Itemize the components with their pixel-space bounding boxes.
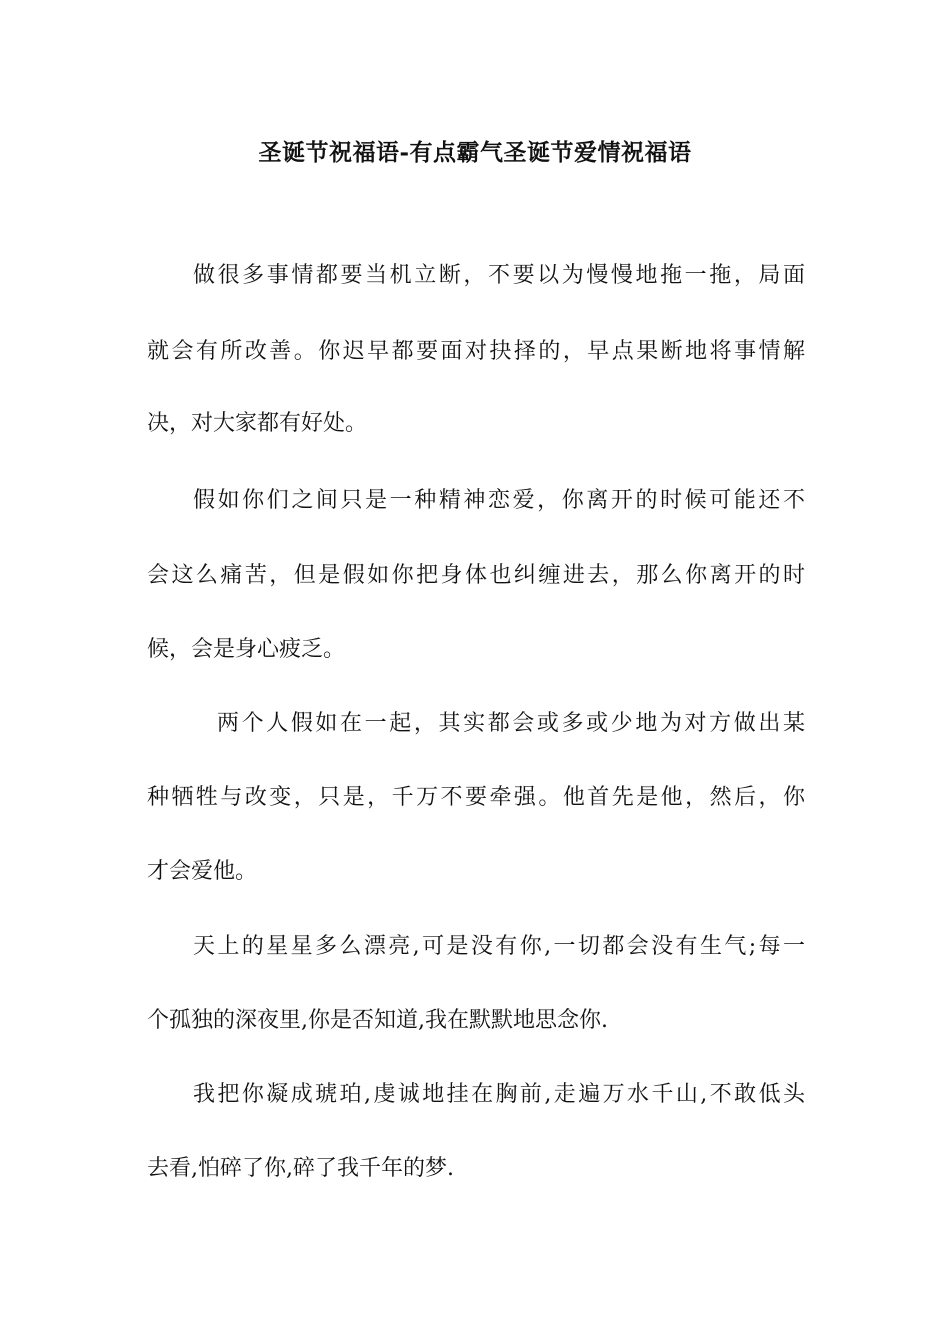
document-title: 圣诞节祝福语-有点霸气圣诞节爱情祝福语 — [258, 139, 692, 166]
paragraph-2-line-3: 候，会是身心疲乏。 — [147, 637, 346, 662]
paragraph-5-line-2: 去看,怕碎了你,碎了我千年的梦. — [147, 1156, 454, 1181]
paragraph-4-line-1: 天上的星星多么漂亮,可是没有你,一切都会没有生气;每一 — [193, 934, 805, 959]
paragraph-2-line-1: 假如你们之间只是一种精神恋爱，你离开的时候可能还不 — [193, 488, 805, 513]
paragraph-2-line-2: 会这么痛苦，但是假如你把身体也纠缠进去，那么你离开的时 — [147, 563, 805, 588]
paragraph-3-line-3: 才会爱他。 — [147, 859, 258, 884]
paragraph-3-line-2: 种牺牲与改变，只是，千万不要牵强。他首先是他，然后，你 — [147, 785, 805, 810]
paragraph-3-line-1: 两个人假如在一起，其实都会或多或少地为对方做出某 — [217, 711, 805, 736]
paragraph-1-line-2: 就会有所改善。你迟早都要面对抉择的，早点果断地将事情解 — [147, 339, 805, 364]
paragraph-1-line-1: 做很多事情都要当机立断，不要以为慢慢地拖一拖，局面 — [193, 263, 805, 288]
paragraph-5-line-1: 我把你凝成琥珀,虔诚地挂在胸前,走遍万水千山,不敢低头 — [193, 1082, 805, 1107]
paragraph-1-line-3: 决，对大家都有好处。 — [147, 411, 368, 436]
paragraph-4-line-2: 个孤独的深夜里,你是否知道,我在默默地思念你. — [147, 1008, 608, 1033]
